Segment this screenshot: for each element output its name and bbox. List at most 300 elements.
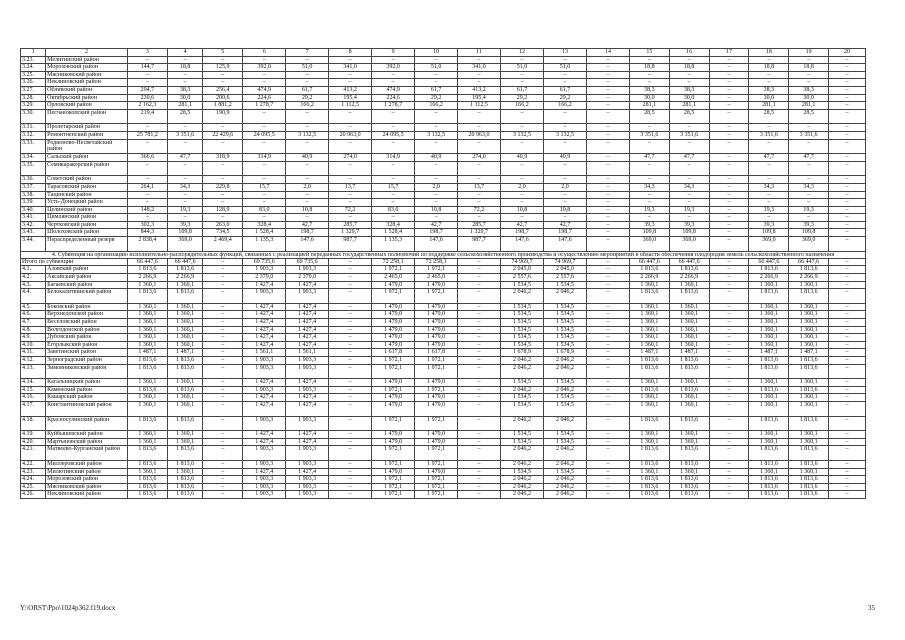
value-cell: 1 972,1: [372, 386, 415, 394]
value-cell: 3 351,6: [749, 131, 789, 139]
value-cell: 1 903,3: [286, 289, 329, 304]
value-cell: 1 360,1: [789, 303, 829, 311]
value-cell: –: [586, 214, 629, 222]
value-cell: –: [709, 266, 749, 274]
value-cell: –: [127, 161, 167, 176]
value-cell: 1 360,1: [167, 311, 203, 319]
value-cell: 1 427,4: [286, 401, 329, 416]
table-row: [21, 491, 866, 499]
value-cell: 148,2: [127, 206, 167, 214]
value-cell: 1 813,6: [167, 491, 203, 499]
value-cell: –: [669, 56, 709, 64]
value-cell: 1 427,4: [286, 431, 329, 439]
value-cell: –: [709, 394, 749, 402]
value-cell: –: [458, 199, 501, 207]
value-cell: –: [829, 356, 866, 364]
value-cell: 1 813,6: [127, 416, 167, 431]
value-cell: –: [586, 64, 629, 72]
value-cell: 2,0: [415, 183, 458, 191]
value-cell: –: [709, 214, 749, 222]
row-number: 4.14.: [21, 379, 46, 387]
row-number: 3.37.: [21, 183, 46, 191]
value-cell: 51,0: [286, 64, 329, 72]
value-cell: 1 479,0: [415, 281, 458, 289]
table-row: [21, 214, 866, 222]
district-name: Верхнедонской район: [46, 311, 128, 319]
value-cell: 29,2: [544, 94, 587, 102]
value-cell: 40,9: [415, 154, 458, 162]
value-cell: 1 360,1: [127, 311, 167, 319]
district-name: Мелитинский район: [46, 56, 128, 64]
value-cell: –: [415, 124, 458, 132]
value-cell: –: [709, 229, 749, 237]
value-cell: –: [329, 124, 372, 132]
value-cell: 1 329,7: [458, 229, 501, 237]
value-cell: 1 427,4: [286, 438, 329, 446]
district-name: Тацинский район: [46, 191, 128, 199]
value-cell: 51,0: [501, 64, 544, 72]
value-cell: –: [789, 176, 829, 184]
value-cell: 1 360,1: [629, 334, 669, 342]
value-cell: 1 534,5: [501, 438, 544, 446]
value-cell: 1 479,0: [415, 431, 458, 439]
value-cell: 1 479,0: [372, 431, 415, 439]
value-cell: –: [458, 139, 501, 154]
value-cell: –: [749, 139, 789, 154]
district-name: Кагальницкий район: [46, 379, 128, 387]
value-cell: 1 360,1: [749, 311, 789, 319]
value-cell: –: [709, 183, 749, 191]
value-cell: 1 360,1: [669, 334, 709, 342]
value-cell: –: [167, 161, 203, 176]
value-cell: –: [329, 71, 372, 79]
row-number: 3.25.: [21, 71, 46, 79]
value-cell: 28,5: [629, 109, 669, 124]
value-cell: –: [829, 460, 866, 468]
value-cell: 1 813,6: [629, 476, 669, 484]
value-cell: 1 534,5: [544, 311, 587, 319]
value-cell: –: [203, 476, 243, 484]
row-number: 4.10.: [21, 341, 46, 349]
value-cell: 1 360,1: [127, 334, 167, 342]
value-cell: –: [415, 79, 458, 87]
value-cell: –: [203, 303, 243, 311]
value-cell: 1 534,5: [501, 431, 544, 439]
value-cell: –: [329, 199, 372, 207]
value-cell: 83,0: [372, 206, 415, 214]
value-cell: 1 479,0: [415, 341, 458, 349]
value-cell: 1 360,1: [669, 303, 709, 311]
page-number: 35: [868, 604, 875, 612]
value-cell: 1 487,1: [669, 349, 709, 357]
value-cell: 2,0: [286, 183, 329, 191]
value-cell: –: [709, 71, 749, 79]
value-cell: 30,0: [629, 94, 669, 102]
value-cell: 19,3: [789, 206, 829, 214]
column-number: 7: [286, 49, 329, 57]
value-cell: –: [829, 364, 866, 379]
value-cell: –: [789, 199, 829, 207]
value-cell: –: [415, 71, 458, 79]
value-cell: –: [709, 176, 749, 184]
district-name: Морозовский район: [46, 476, 128, 484]
row-number: 4.11.: [21, 349, 46, 357]
table-row: [21, 71, 866, 79]
value-cell: 1 360,1: [127, 303, 167, 311]
district-name: Тарасовский район: [46, 183, 128, 191]
value-cell: –: [709, 161, 749, 176]
value-cell: –: [709, 334, 749, 342]
value-cell: 1 813,6: [669, 491, 709, 499]
value-cell: –: [829, 79, 866, 87]
value-cell: 39,3: [789, 221, 829, 229]
value-cell: –: [829, 139, 866, 154]
table-row: [21, 109, 866, 124]
value-cell: –: [501, 191, 544, 199]
value-cell: 1 479,0: [372, 468, 415, 476]
value-cell: 19,3: [669, 206, 709, 214]
value-cell: –: [709, 281, 749, 289]
value-cell: –: [203, 483, 243, 491]
value-cell: 39,3: [749, 221, 789, 229]
value-cell: 285,7: [458, 221, 501, 229]
row-number: 4.13.: [21, 364, 46, 379]
value-cell: 1 534,5: [501, 326, 544, 334]
value-cell: 1 813,6: [669, 386, 709, 394]
value-cell: –: [167, 199, 203, 207]
value-cell: 1 479,0: [415, 379, 458, 387]
value-cell: 29,2: [286, 94, 329, 102]
value-cell: 2 046,2: [544, 356, 587, 364]
value-cell: 40,9: [501, 154, 544, 162]
value-cell: 1 360,1: [749, 281, 789, 289]
value-cell: –: [203, 446, 243, 461]
value-cell: 1 534,5: [544, 334, 587, 342]
document-path: Y:\ORST\Ppo\1024p362.f19.docx: [20, 604, 116, 612]
value-cell: 1 427,4: [286, 341, 329, 349]
value-cell: 1 360,1: [167, 401, 203, 416]
value-cell: –: [829, 102, 866, 110]
column-number: 10: [415, 49, 458, 57]
value-cell: 281,1: [789, 102, 829, 110]
value-cell: 147,6: [286, 237, 329, 252]
value-cell: 1 360,1: [629, 341, 669, 349]
value-cell: 1 813,6: [789, 460, 829, 468]
value-cell: –: [829, 341, 866, 349]
value-cell: –: [789, 191, 829, 199]
value-cell: –: [586, 460, 629, 468]
value-cell: –: [203, 438, 243, 446]
row-number: 3.39.: [21, 199, 46, 207]
value-cell: –: [586, 311, 629, 319]
value-cell: 1 427,4: [243, 326, 286, 334]
value-cell: –: [586, 183, 629, 191]
row-number: 4.23.: [21, 468, 46, 476]
row-number: 4.24.: [21, 476, 46, 484]
row-number: 3.34.: [21, 154, 46, 162]
value-cell: –: [286, 199, 329, 207]
value-cell: 341,0: [458, 64, 501, 72]
value-cell: 3 351,6: [789, 131, 829, 139]
value-cell: –: [586, 319, 629, 327]
value-cell: –: [329, 289, 372, 304]
value-cell: –: [829, 319, 866, 327]
value-cell: –: [709, 274, 749, 282]
value-cell: 2 046,2: [544, 460, 587, 468]
value-cell: –: [829, 183, 866, 191]
value-cell: –: [586, 109, 629, 124]
value-cell: 1 972,1: [415, 416, 458, 431]
value-cell: –: [372, 199, 415, 207]
value-cell: –: [586, 94, 629, 102]
value-cell: –: [586, 237, 629, 252]
value-cell: 1 534,5: [501, 303, 544, 311]
value-cell: –: [458, 281, 501, 289]
value-cell: 1 427,4: [243, 303, 286, 311]
value-cell: 30,0: [669, 94, 709, 102]
value-cell: 66 447,6: [789, 258, 829, 266]
value-cell: 39,3: [669, 221, 709, 229]
table-row: [21, 161, 866, 176]
value-cell: –: [709, 139, 749, 154]
value-cell: –: [458, 124, 501, 132]
value-cell: 2 046,2: [501, 386, 544, 394]
district-name: Милютинский район: [46, 468, 128, 476]
value-cell: –: [203, 341, 243, 349]
value-cell: –: [329, 349, 372, 357]
value-cell: 2 266,9: [789, 274, 829, 282]
row-number: 4.26.: [21, 491, 46, 499]
value-cell: 1 813,6: [629, 483, 669, 491]
value-cell: 109,8: [167, 229, 203, 237]
value-cell: –: [629, 214, 669, 222]
district-name: Неклиновский район: [46, 79, 128, 87]
value-cell: –: [458, 79, 501, 87]
value-cell: –: [586, 139, 629, 154]
value-cell: 1 813,6: [167, 416, 203, 431]
value-cell: –: [709, 483, 749, 491]
value-cell: –: [286, 109, 329, 124]
value-cell: 1 360,1: [789, 311, 829, 319]
value-cell: –: [372, 176, 415, 184]
value-cell: –: [329, 176, 372, 184]
value-cell: –: [829, 289, 866, 304]
value-cell: 366,6: [127, 154, 167, 162]
value-cell: 1 813,6: [749, 356, 789, 364]
value-cell: 1 813,6: [167, 386, 203, 394]
value-cell: 1 427,4: [286, 303, 329, 311]
value-cell: –: [167, 191, 203, 199]
value-cell: 10,8: [501, 206, 544, 214]
value-cell: –: [669, 124, 709, 132]
value-cell: 2 046,2: [501, 416, 544, 431]
value-cell: –: [286, 214, 329, 222]
value-cell: 1 479,0: [372, 379, 415, 387]
value-cell: 28,5: [167, 109, 203, 124]
value-cell: –: [203, 349, 243, 357]
value-cell: 1 561,1: [286, 349, 329, 357]
value-cell: 2 046,2: [501, 491, 544, 499]
value-cell: 1 360,1: [669, 431, 709, 439]
value-cell: 1 813,6: [669, 460, 709, 468]
value-cell: 1 427,4: [286, 311, 329, 319]
district-name: Мясниковский район: [46, 483, 128, 491]
value-cell: 2 469,4: [203, 237, 243, 252]
value-cell: 1 479,0: [415, 394, 458, 402]
value-cell: 1 972,1: [372, 364, 415, 379]
row-number: 4.9.: [21, 334, 46, 342]
value-cell: –: [167, 214, 203, 222]
value-cell: –: [829, 379, 866, 387]
value-cell: –: [586, 468, 629, 476]
table-row: [21, 176, 866, 184]
value-cell: –: [458, 326, 501, 334]
value-cell: –: [669, 139, 709, 154]
value-cell: 1 360,1: [669, 281, 709, 289]
value-cell: 1 479,0: [372, 311, 415, 319]
value-cell: 2 266,9: [629, 274, 669, 282]
value-cell: 28,5: [749, 109, 789, 124]
value-cell: –: [586, 79, 629, 87]
value-cell: 34,3: [669, 183, 709, 191]
value-cell: 109,8: [789, 229, 829, 237]
value-cell: –: [329, 401, 372, 416]
value-cell: 18,8: [789, 64, 829, 72]
row-number: 3.28.: [21, 94, 46, 102]
value-cell: 1 135,3: [243, 237, 286, 252]
value-cell: 1 360,1: [669, 438, 709, 446]
value-cell: 1 813,6: [749, 446, 789, 461]
value-cell: 1 528,4: [372, 229, 415, 237]
value-cell: –: [586, 206, 629, 214]
value-cell: –: [789, 56, 829, 64]
value-cell: –: [669, 161, 709, 176]
value-cell: 198,7: [501, 229, 544, 237]
value-cell: –: [586, 483, 629, 491]
value-cell: 1 903,3: [286, 356, 329, 364]
value-cell: 1 813,6: [167, 446, 203, 461]
value-cell: –: [329, 139, 372, 154]
value-cell: 1 487,1: [749, 349, 789, 357]
value-cell: –: [329, 431, 372, 439]
value-cell: 69 735,6: [286, 258, 329, 266]
value-cell: 3 351,6: [167, 131, 203, 139]
table-row: [21, 460, 866, 468]
value-cell: –: [749, 79, 789, 87]
value-cell: 38,3: [749, 86, 789, 94]
value-cell: 20 963,0: [329, 131, 372, 139]
table-row: [21, 102, 866, 110]
value-cell: 28,5: [789, 109, 829, 124]
value-cell: 1 360,1: [167, 379, 203, 387]
value-cell: 318,9: [203, 154, 243, 162]
value-cell: 1 360,1: [629, 311, 669, 319]
value-cell: –: [329, 394, 372, 402]
district-name: Куйбышевский район: [46, 431, 128, 439]
value-cell: 314,9: [243, 154, 286, 162]
value-cell: –: [329, 303, 372, 311]
district-name: Семикаракорский район: [46, 161, 128, 176]
value-cell: 1 903,3: [243, 289, 286, 304]
value-cell: 1 360,1: [749, 438, 789, 446]
value-cell: 2 045,0: [501, 266, 544, 274]
value-cell: 1 479,0: [415, 468, 458, 476]
value-cell: 22 429,6: [203, 131, 243, 139]
table-row: [21, 183, 866, 191]
value-cell: –: [372, 79, 415, 87]
value-cell: 1 903,3: [243, 476, 286, 484]
value-cell: 3 351,6: [629, 131, 669, 139]
row-number: 3.36.: [21, 176, 46, 184]
value-cell: 30,0: [789, 94, 829, 102]
value-cell: 2 266,9: [167, 274, 203, 282]
value-cell: 1 360,1: [749, 326, 789, 334]
value-cell: –: [829, 266, 866, 274]
value-cell: 1 813,6: [167, 356, 203, 364]
district-name: Кашарский район: [46, 394, 128, 402]
value-cell: –: [829, 71, 866, 79]
value-cell: –: [669, 191, 709, 199]
value-cell: 51,0: [544, 64, 587, 72]
value-cell: –: [167, 139, 203, 154]
value-cell: –: [829, 191, 866, 199]
value-cell: 195,4: [458, 94, 501, 102]
value-cell: 264,1: [127, 183, 167, 191]
value-cell: –: [829, 281, 866, 289]
value-cell: –: [243, 191, 286, 199]
table-row: [21, 79, 866, 87]
table-row: [21, 476, 866, 484]
value-cell: –: [458, 176, 501, 184]
value-cell: –: [829, 303, 866, 311]
column-number-row: [21, 49, 866, 57]
value-cell: 166,2: [286, 102, 329, 110]
value-cell: 25 781,2: [127, 131, 167, 139]
value-cell: –: [709, 379, 749, 387]
district-name: Родионово-Несветайский район: [46, 139, 128, 154]
value-cell: 47,7: [669, 154, 709, 162]
value-cell: –: [586, 341, 629, 349]
value-cell: –: [501, 161, 544, 176]
value-cell: 1 479,0: [415, 319, 458, 327]
value-cell: –: [544, 199, 587, 207]
value-cell: 1 360,1: [629, 303, 669, 311]
value-cell: –: [709, 386, 749, 394]
value-cell: 1 903,3: [286, 446, 329, 461]
value-cell: –: [544, 71, 587, 79]
value-cell: –: [458, 334, 501, 342]
value-cell: –: [629, 79, 669, 87]
value-cell: –: [372, 56, 415, 64]
value-cell: –: [329, 468, 372, 476]
value-cell: 166,2: [501, 102, 544, 110]
value-cell: –: [243, 56, 286, 64]
value-cell: 1 360,1: [669, 468, 709, 476]
value-cell: –: [458, 431, 501, 439]
value-cell: –: [829, 394, 866, 402]
value-cell: 147,6: [501, 237, 544, 252]
value-cell: –: [203, 139, 243, 154]
value-cell: 1 479,0: [372, 341, 415, 349]
value-cell: –: [203, 401, 243, 416]
value-cell: 285,7: [329, 221, 372, 229]
value-cell: 1 972,1: [372, 491, 415, 499]
value-cell: –: [789, 139, 829, 154]
value-cell: 42,7: [544, 221, 587, 229]
value-cell: 1 813,6: [167, 289, 203, 304]
value-cell: 2 046,2: [544, 386, 587, 394]
value-cell: 1 534,5: [544, 468, 587, 476]
